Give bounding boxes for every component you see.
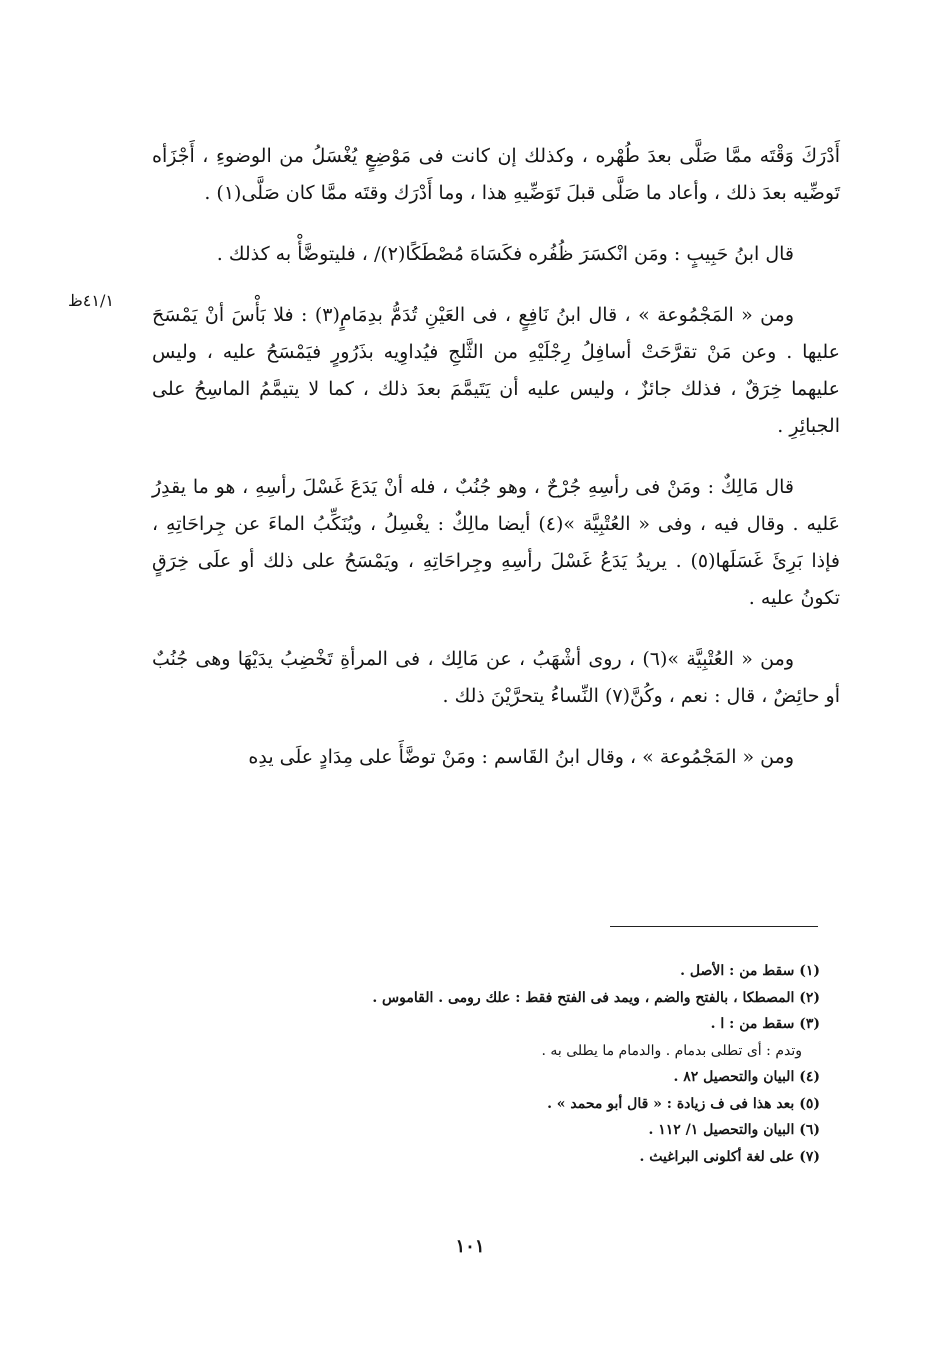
footnote: (١) سقط من : الأصل .: [680, 963, 820, 979]
footnote-continuation: وتدم : أى تطلى بدمام . والدمام ما يطلى به .: [541, 1042, 802, 1059]
paragraph: ومن « المَجْمُوعة » ، قال ابنُ نَافِعٍ ، فى العَيْنِ تُدَمُّ بدِمَامٍ(٣) : فلا بَأْسَ أنْ يَمْسَحَ عليها . وعن مَنْ تقرَّحَتْ أسافِلُ رِجْلَيْهِ من الثَّلجِ فيُداوِيه بذَرُورٍ فيَمْسَحُ عليه ، وليس عليهما خِرَقٌ ، فذلك جائزٌ ، وليس عليه أن يَتَيمَّمَ بعدَ ذلك ، كما لا يتيمَّمُ الماسِحُ على الجبائِرِ .: [152, 304, 840, 437]
page-number: ١٠١: [455, 1236, 485, 1257]
paragraph: قال ابنُ حَبِيبٍ : ومَن انْكسَرَ ظُفُره فكَسَاهَ مُصْطَكًا(٢)/ ، فليتوضَّأْ به كذلك .: [216, 243, 794, 265]
footnotes: [200, 958, 820, 1170]
footnote: (٥) بعد هذا فى ف زيادة : « قال أبو محمد » .: [547, 1095, 820, 1112]
paragraph: قال مَالِكٌ : ومَنْ فى رأسِهِ جُرْحٌ ، وهو جُنُبٌ ، فله أنْ يَدَعَ غَسْلَ رأسِهِ ، هو ما يقدِرُ عَليه . وقال فيه ، وفى « العُتْبِيَّة »(٤) أيضا مالِكٌ : يغْسِلُ ، ويُنَكِّبُ الماءَ عن جِراحَاتِهِ ، فإذا بَرِئَ غَسَلَها(٥) . يريدُ يَدَعُ غَسْلَ رأسِهِ وجِراحَاتِهِ ، ويَمْسَحُ على ذلك أو علَى خِرَقٍ تكونُ عليه .: [152, 476, 841, 609]
footnote: (٣) سقط من : ا .: [710, 1016, 820, 1032]
margin-folio-note: ٤١/١ظ: [68, 291, 114, 310]
main-text-body: [152, 138, 840, 800]
footnote-separator: [610, 926, 818, 927]
paragraph: ومن « العُتْبِيَّة »(٦) ، روى أشْهَبُ ، عن مَالِك ، فى المرأةِ تَخْضِبُ يدَيْهَا وهى جُنُبٌ أو حائِضٌ ، قال : نعم ، وكُنَّ(٧) النِّساءُ يتحرَّيْنَ ذلك .: [152, 648, 840, 707]
paragraph: ومن « المَجْمُوعة » ، وقال ابنُ القَاسم : ومَنْ توضَّأَ على مِدَادٍ علَى يدِه: [248, 746, 794, 768]
footnote: (٤) البيان والتحصيل ٨٢ .: [673, 1069, 820, 1085]
footnote: (٢) المصطكا ، بالفتح والضم ، ويمد فى الفتح فقط : علك رومى . القاموس .: [372, 989, 820, 1006]
footnote: (٧) على لغة أكلونى البراغيث .: [639, 1148, 820, 1165]
paragraph: أَدْرَكَ وَقْتَه ممَّا صَلَّى بعدَ طُهْره ، وكذلك إن كانت فى مَوْضِعٍ يُغْسَلُ من الوضوءِ ، أَجْزَأه تَوضِّيه بعدَ ذلك ، وأعاد ما صَلَّى قبلَ تَوَضِّيهِ هذا ، وما أَدْرَك وقتَه ممَّا كان صَلَّى(١) .: [152, 145, 840, 204]
footnote: (٦) البيان والتحصيل ١/ ١١٢ .: [648, 1122, 820, 1138]
